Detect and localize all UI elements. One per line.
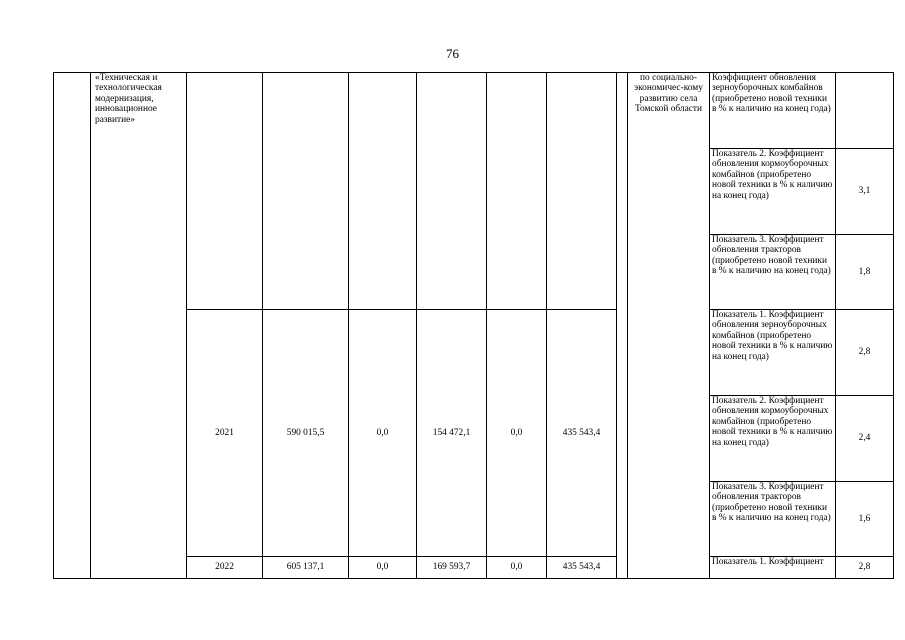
year-cell: 2021 (187, 310, 263, 557)
indicator-value: 2,8 (836, 557, 894, 579)
local-cell: 0,0 (487, 310, 547, 557)
page-number: 76 (446, 46, 459, 61)
indicator-cell (710, 73, 836, 149)
local-cell-top (487, 73, 547, 310)
indicator-text: Показатель 1. Коэффициент обновления зерноуборочных комбайнов (приобретено новой техники в % к наличию на конец года) (712, 310, 833, 362)
indicator-value: 1,6 (836, 482, 894, 557)
responsible-cell (628, 73, 710, 579)
other-cell: 435 543,4 (547, 557, 617, 579)
indicator-cell (710, 235, 836, 310)
program-name: «Техническая и технологическая модернизация, инновационное развитие» (95, 73, 162, 125)
indicator-value: 2,8 (836, 310, 894, 396)
total-cell-top (263, 73, 349, 310)
other-cell: 435 543,4 (547, 310, 617, 557)
year-cell: 2022 (187, 557, 263, 579)
local-cell: 0,0 (487, 557, 547, 579)
responsible-text: по социально-экономичес-кому развитию села Томской области (634, 73, 703, 115)
program-name-cell (91, 73, 187, 579)
indicator-text: Показатель 1. Коэффициент (712, 557, 824, 567)
indicator-cell (710, 310, 836, 396)
regional-cell: 154 472,1 (417, 310, 487, 557)
year-cell-top (187, 73, 263, 310)
total-cell: 590 015,5 (263, 310, 349, 557)
indicator-value: 3,1 (836, 149, 894, 235)
federal-cell-top (349, 73, 417, 310)
regional-cell: 169 593,7 (417, 557, 487, 579)
federal-cell: 0,0 (349, 310, 417, 557)
program-table (53, 72, 894, 579)
indicator-cell (710, 149, 836, 235)
indicator-value: 1,8 (836, 235, 894, 310)
indicator-text: Показатель 2. Коэффициент обновления кормоуборочных комбайнов (приобретено новой техники в % к наличию на конец года) (712, 396, 833, 448)
indicator-cell (710, 396, 836, 482)
indicator-value: 2,4 (836, 396, 894, 482)
federal-cell: 0,0 (349, 557, 417, 579)
indicator-text: Коэффициент обновления зерноуборочных комбайнов (приобретено новой техники в % к наличию на конец года) (712, 73, 831, 115)
spacer-cell (617, 73, 628, 579)
indicator-text: Показатель 3. Коэффициент обновления тракторов (приобретено новой техники в % к наличию на конец года) (712, 235, 831, 277)
total-cell: 605 137,1 (263, 557, 349, 579)
indicator-cell (710, 482, 836, 557)
indicator-value (836, 73, 894, 149)
indicator-text: Показатель 3. Коэффициент обновления тракторов (приобретено новой техники в % к наличию на конец года) (712, 482, 831, 524)
indicator-text: Показатель 2. Коэффициент обновления кормоуборочных комбайнов (приобретено новой техники в % к наличию на конец года) (712, 149, 833, 201)
regional-cell-top (417, 73, 487, 310)
indicator-cell (710, 557, 836, 579)
row-number-cell (54, 73, 91, 579)
other-cell-top (547, 73, 617, 310)
